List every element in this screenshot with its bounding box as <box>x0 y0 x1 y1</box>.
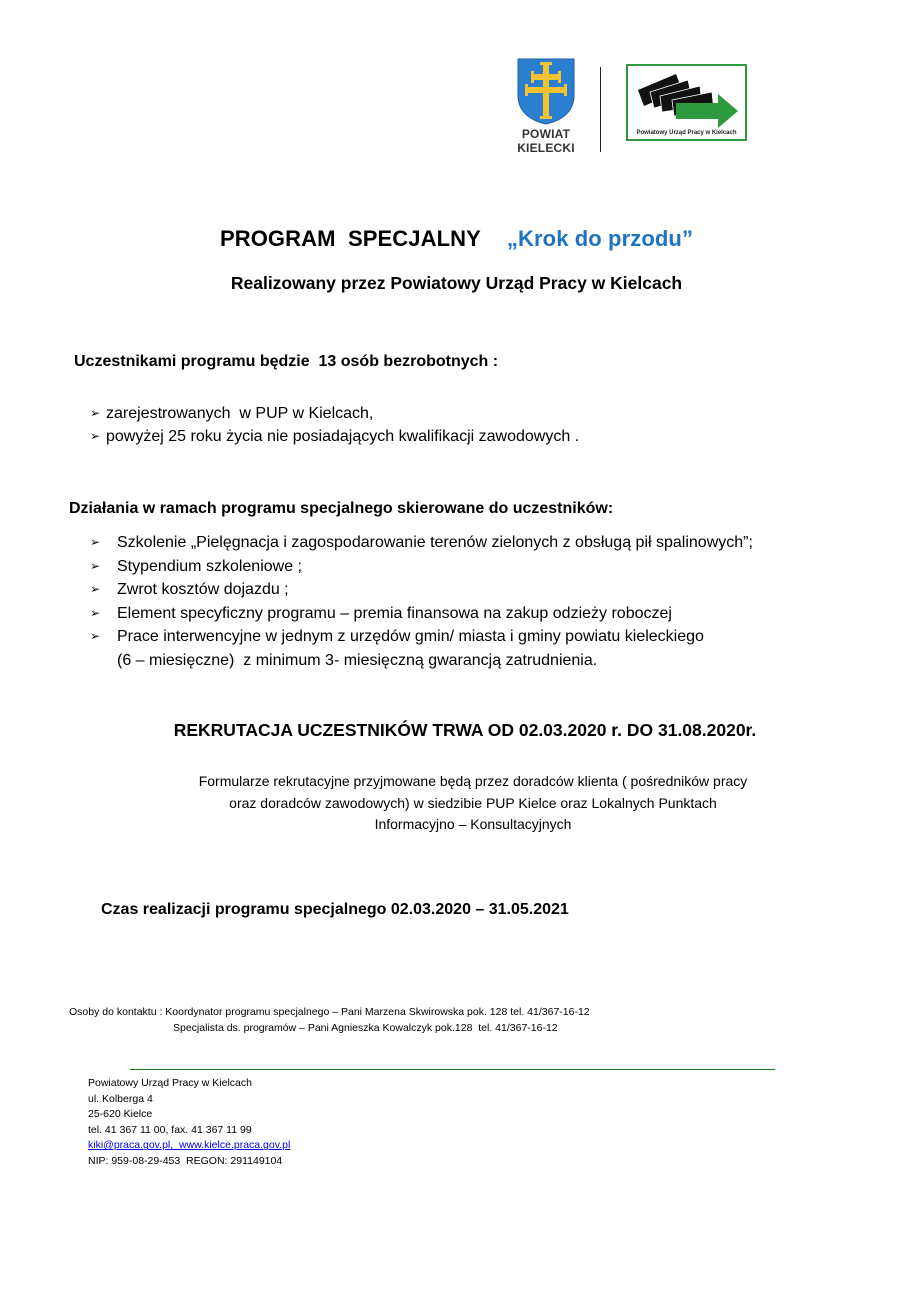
arrow-bullet-icon: ➢ <box>90 605 101 620</box>
footer-city: 25-620 Kielce <box>88 1108 153 1121</box>
powiat-coat-of-arms <box>516 57 576 125</box>
link-separator: , <box>170 1139 180 1152</box>
footer-address <box>88 1076 290 1170</box>
page-title <box>0 226 913 252</box>
arrow-bullet-icon: ➢ <box>90 629 101 643</box>
program-period: Czas realizacji programu specjalnego 02.03.2020 – 31.05.2021 <box>101 901 569 918</box>
activities-heading: Działania w ramach programu specjalnego skierowane do uczestników: <box>69 500 614 517</box>
footer-org: Powiatowy Urząd Pracy w Kielcach <box>88 1077 252 1089</box>
program-name: „Krok do przodu” <box>506 226 694 251</box>
list-item-text: Szkolenie „Pielęgnacja i zagospodarowanie terenów zielonych z obsługą pił spalinowych”; <box>117 534 753 551</box>
list-item-continuation: (6 – miesięczne) z minimum 3- miesięczną gwarancją zatrudnienia. <box>117 651 598 669</box>
footer-street: ul. Kolberga 4 <box>88 1092 153 1105</box>
forms-line-3: Informacyjno – Konsultacyjnych <box>374 816 572 832</box>
powiat-label-line2: KIELECKI <box>517 141 575 155</box>
recruitment-heading: REKRUTACJA UCZESTNIKÓW TRWA OD 02.03.2020 r. DO 31.08.2020r. <box>173 720 757 740</box>
list-item-text: powyżej 25 roku życia nie posiadających kwalifikacji zawodowych . <box>106 428 580 445</box>
list-item <box>90 578 753 602</box>
header-divider <box>600 67 601 152</box>
list-item-text: Stypendium szkoleniowe ; <box>117 557 302 575</box>
list-item <box>90 402 579 425</box>
list-item <box>90 555 753 579</box>
cards-arrow-logo-icon <box>628 68 745 128</box>
powiat-label <box>500 127 592 155</box>
pup-logo-caption: Powiatowy Urząd Pracy w Kielcach <box>636 130 737 136</box>
participants-list <box>90 402 579 448</box>
contact-specialist: Specjalista ds. programów – Pani Agnieszka Kowalczyk pok.128 tel. 41/367-16-12 <box>173 1021 558 1034</box>
website-link[interactable]: www.kielce.praca.gov.pl <box>179 1139 291 1152</box>
arrow-bullet-icon: ➢ <box>90 582 101 596</box>
footer-ids: NIP: 959-08-29-453 REGON: 291149104 <box>88 1154 283 1167</box>
arrow-bullet-icon: ➢ <box>90 406 101 420</box>
list-item <box>90 625 753 649</box>
email-link[interactable]: kiki@praca.gov.pl <box>88 1139 171 1152</box>
list-item-text: Zwrot kosztów dojazdu ; <box>117 581 289 598</box>
pup-logo <box>626 64 747 141</box>
title-main: PROGRAM SPECJALNY <box>219 226 481 251</box>
footer-links <box>88 1138 290 1154</box>
arrow-bullet-icon: ➢ <box>90 535 101 549</box>
arrow-bullet-icon: ➢ <box>90 558 101 573</box>
contacts <box>69 1005 590 1036</box>
page-subtitle: Realizowany przez Powiatowy Urząd Pracy w Kielcach <box>230 273 683 293</box>
list-item <box>90 531 753 555</box>
list-item-text: Element specyficzny programu – premia finansowa na zakup odzieży roboczej <box>117 604 672 622</box>
powiat-label-line1: POWIAT <box>521 127 571 141</box>
activities-list <box>90 531 753 672</box>
list-item-text: zarejestrowanych w PUP w Kielcach, <box>106 405 374 422</box>
forms-line-2: oraz doradców zawodowych) w siedzibie PUP Kielce oraz Lokalnych Punktach <box>229 794 717 811</box>
footer-divider <box>130 1069 775 1070</box>
participants-heading: Uczestnikami programu będzie 13 osób bezrobotnych : <box>74 353 499 370</box>
recruitment-forms-info <box>0 771 913 836</box>
list-item <box>90 602 753 626</box>
list-item-text: Prace interwencyjne w jednym z urzędów gmin/ miasta i gminy powiatu kieleckiego <box>117 628 704 645</box>
footer-phone: tel. 41 367 11 00, fax. 41 367 11 99 <box>88 1123 252 1136</box>
list-item <box>90 425 579 448</box>
contact-coordinator: Osoby do kontaktu : Koordynator programu specjalnego – Pani Marzena Skwirowska pok. 128 tel. 41/367-16-12 <box>69 1006 590 1018</box>
forms-line-1: Formularze rekrutacyjne przyjmowane będą przez doradców klienta ( pośredników pracy <box>198 773 748 789</box>
double-cross-shield-icon <box>516 57 576 125</box>
arrow-bullet-icon: ➢ <box>90 429 101 443</box>
